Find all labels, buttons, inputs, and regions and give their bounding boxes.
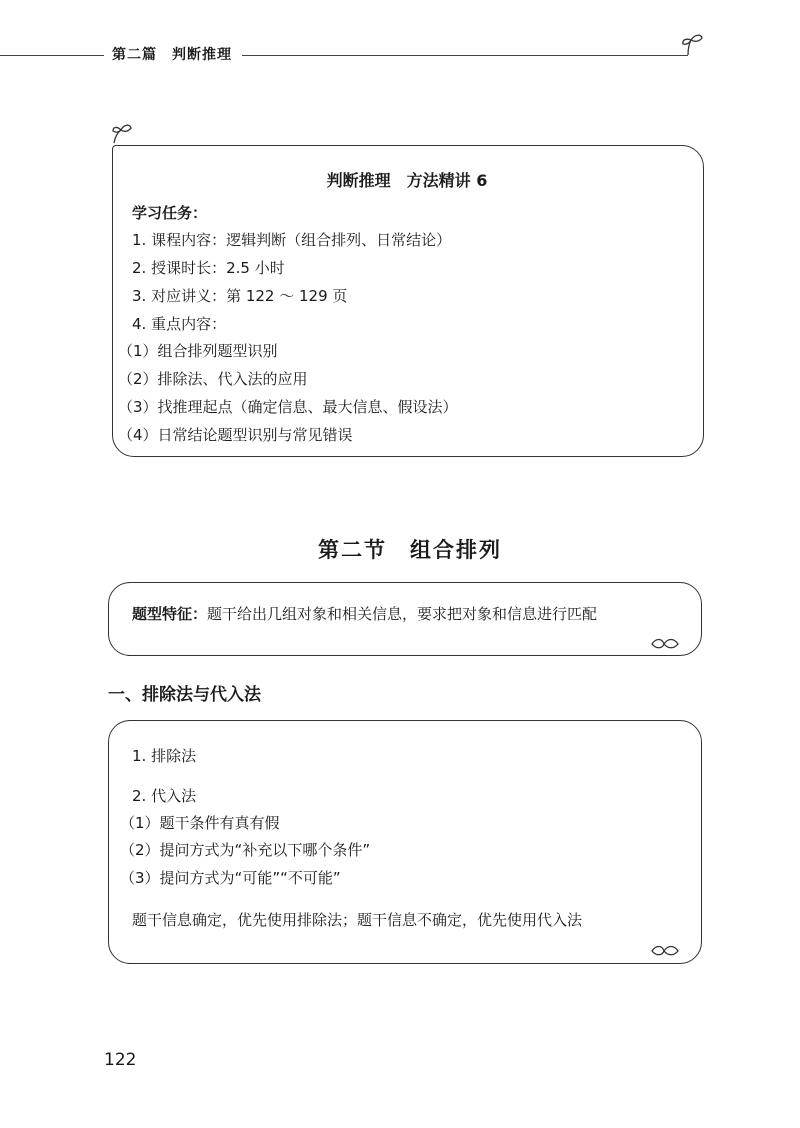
header-rule-right [242,55,688,56]
method-line: （1）题干条件有真有假 [120,814,280,832]
feature-description: 题干给出几组对象和相关信息，要求把对象和信息进行匹配 [207,605,598,623]
task-line: （1）组合排列题型识别 [118,342,278,360]
section-title: 第二节 组合排列 [318,537,502,562]
sprout-icon [650,943,680,959]
running-header: 第二篇 判断推理 [112,47,232,63]
method-line: （2）提问方式为“补充以下哪个条件” [120,841,371,859]
sprout-icon [650,636,680,652]
task-line: 3. 对应讲义：第 122 ～ 129 页 [132,287,348,305]
method-line: 2. 代入法 [132,787,197,805]
method-line: 1. 排除法 [132,747,197,765]
task-box-title: 判断推理 方法精讲 6 [326,171,488,190]
method-line: （3）提问方式为“可能”“不可能” [120,869,341,887]
method-line: 题干信息确定，优先使用排除法；题干信息不确定，优先使用代入法 [132,911,583,929]
task-heading: 学习任务： [132,204,208,222]
subsection-title: 一、排除法与代入法 [108,685,261,705]
sprout-icon [676,28,706,56]
task-line: （4）日常结论题型识别与常见错误 [118,426,353,444]
task-line: 2. 授课时长：2.5 小时 [132,259,285,277]
task-line: （3）找推理起点（确定信息、最大信息、假设法） [118,398,458,416]
task-line: 1. 课程内容：逻辑判断（组合排列、日常结论） [132,231,452,249]
feature-label: 题型特征： [132,605,208,623]
task-line: 4. 重点内容： [132,315,227,333]
task-line: （2）排除法、代入法的应用 [118,370,308,388]
sprout-icon [110,118,136,144]
feature-text [132,604,597,624]
header-rule-left [0,55,104,56]
page-number: 122 [104,1050,137,1070]
